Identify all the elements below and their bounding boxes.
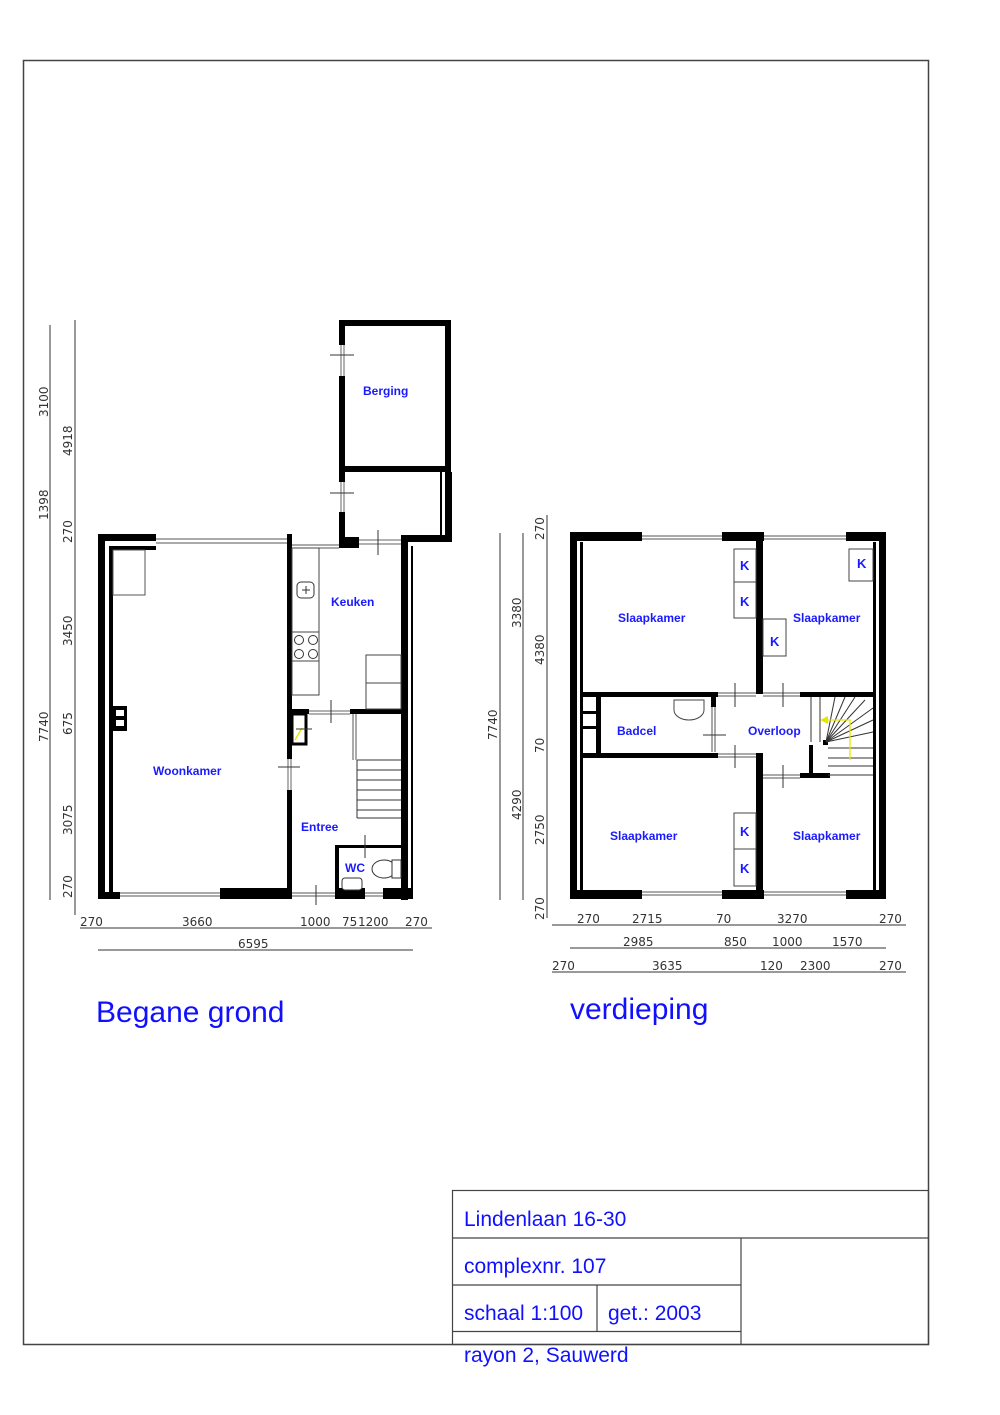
svg-text:4290: 4290 <box>510 789 524 820</box>
plan-title-begane-grond: Begane grond <box>96 996 285 1029</box>
svg-text:270: 270 <box>533 897 547 920</box>
svg-text:270: 270 <box>879 912 902 926</box>
svg-text:2715: 2715 <box>632 912 663 926</box>
svg-text:2985: 2985 <box>623 935 654 949</box>
room-label-wc: WC <box>345 861 365 875</box>
svg-text:850: 850 <box>724 935 747 949</box>
upper-floor-plan <box>486 515 906 1026</box>
svg-text:7740: 7740 <box>37 711 51 742</box>
ground-vertical-dim-labels <box>37 386 75 898</box>
title-block-scale: schaal 1:100 <box>464 1302 584 1325</box>
title-block-address: Lindenlaan 16-30 <box>464 1208 627 1231</box>
svg-text:K: K <box>857 556 867 571</box>
svg-text:K: K <box>740 594 750 609</box>
svg-text:K: K <box>740 558 750 573</box>
svg-text:1000: 1000 <box>300 915 331 929</box>
svg-text:120: 120 <box>760 959 783 973</box>
ground-staircase <box>357 760 401 818</box>
svg-text:1000: 1000 <box>772 935 803 949</box>
upper-staircase <box>811 697 873 775</box>
svg-text:270: 270 <box>879 959 902 973</box>
room-label-entree: Entree <box>301 820 339 834</box>
svg-text:6595: 6595 <box>238 937 269 951</box>
svg-text:2750: 2750 <box>533 814 547 845</box>
svg-text:270: 270 <box>405 915 428 929</box>
svg-text:270: 270 <box>533 517 547 540</box>
svg-text:3635: 3635 <box>652 959 683 973</box>
svg-text:4380: 4380 <box>533 634 547 665</box>
svg-text:4918: 4918 <box>61 425 75 456</box>
svg-text:1570: 1570 <box>832 935 863 949</box>
svg-text:K: K <box>740 824 750 839</box>
svg-text:3450: 3450 <box>61 615 75 646</box>
svg-text:3380: 3380 <box>510 597 524 628</box>
room-label-slaapkamer-ne: Slaapkamer <box>793 611 861 625</box>
svg-text:270: 270 <box>80 915 103 929</box>
svg-text:3270: 3270 <box>777 912 808 926</box>
svg-text:K: K <box>740 861 750 876</box>
svg-text:270: 270 <box>61 520 75 543</box>
title-block-complex: complexnr. 107 <box>464 1255 607 1278</box>
room-label-slaapkamer-sw: Slaapkamer <box>610 829 678 843</box>
upper-vertical-dim-labels <box>486 517 547 920</box>
svg-text:7740: 7740 <box>486 709 500 740</box>
title-block-region: rayon 2, Sauwerd <box>464 1344 629 1367</box>
plan-title-verdieping: verdieping <box>570 993 709 1026</box>
svg-text:3660: 3660 <box>182 915 213 929</box>
svg-text:K: K <box>770 634 780 649</box>
title-block-drawn-year: get.: 2003 <box>608 1302 702 1325</box>
svg-text:270: 270 <box>552 959 575 973</box>
room-label-overloop: Overloop <box>748 724 801 738</box>
upper-outer-walls <box>570 532 886 899</box>
room-label-slaapkamer-nw: Slaapkamer <box>618 611 686 625</box>
room-label-slaapkamer-se: Slaapkamer <box>793 829 861 843</box>
room-label-badcel: Badcel <box>617 724 657 738</box>
svg-text:270: 270 <box>61 875 75 898</box>
ground-floor-plan <box>37 320 452 1029</box>
room-label-berging: Berging <box>363 384 409 398</box>
svg-text:2300: 2300 <box>800 959 831 973</box>
svg-text:675: 675 <box>61 712 75 735</box>
sheet-frame <box>24 61 929 1345</box>
ground-horizontal-dim-labels <box>80 915 428 951</box>
ground-inner-walls <box>113 534 405 896</box>
svg-text:1200: 1200 <box>358 915 389 929</box>
svg-text:1398: 1398 <box>37 489 51 520</box>
berging-walls <box>330 320 452 555</box>
svg-text:3075: 3075 <box>61 804 75 835</box>
upper-vertical-dimensions <box>500 515 547 918</box>
svg-text:70: 70 <box>533 737 547 753</box>
svg-text:70: 70 <box>716 912 732 926</box>
svg-text:270: 270 <box>577 912 600 926</box>
svg-text:75: 75 <box>342 915 358 929</box>
room-label-woonkamer: Woonkamer <box>153 764 222 778</box>
title-block <box>452 1191 929 1368</box>
upper-horizontal-dim-labels <box>552 912 902 973</box>
svg-text:3100: 3100 <box>37 386 51 417</box>
room-label-keuken: Keuken <box>331 595 375 609</box>
